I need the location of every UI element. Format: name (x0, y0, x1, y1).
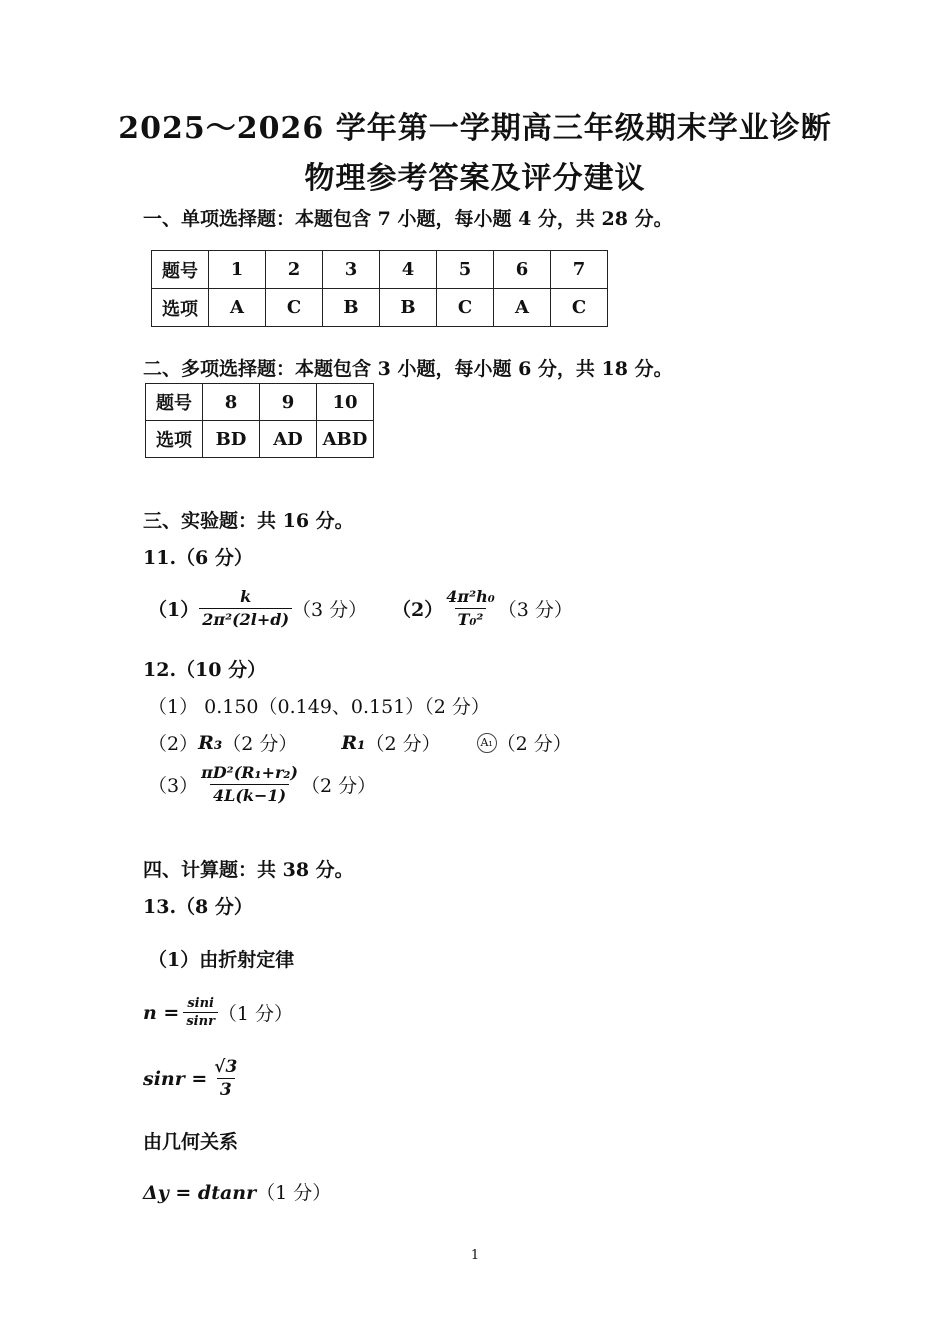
fraction-denominator: sinr (183, 1012, 218, 1030)
q13-equation2 (143, 1056, 240, 1101)
question-number: 3 (323, 251, 380, 289)
score: （3 分） (292, 599, 368, 621)
fraction-denominator: 4L(k−1) (210, 784, 289, 807)
fraction-numerator: 4π²h₀ (446, 587, 495, 606)
q13-step2: 由几何关系 (143, 1131, 239, 1153)
table-row-label: 题号 (152, 251, 209, 289)
fraction (199, 586, 292, 631)
fraction-numerator: k (240, 587, 252, 606)
resistor-r3: R₃ (198, 731, 223, 754)
question-number: 7 (551, 251, 608, 289)
section1-answer-table (151, 250, 608, 327)
part-label: （2） (148, 733, 199, 755)
question-number: 5 (437, 251, 494, 289)
section2-heading: 二、多项选择题：本题包含 3 小题，每小题 6 分，共 18 分。 (143, 358, 673, 380)
q13-step1: （1）由折射定律 (148, 949, 295, 971)
answer-cell: A (209, 289, 266, 327)
fraction-numerator: √3 (214, 1057, 238, 1077)
resistor-r1: R₁ (341, 731, 366, 754)
q12-part1: （1） 0.150（0.149、0.151）（2 分） (148, 696, 490, 718)
equation: Δy = dtanr (143, 1182, 257, 1204)
part-label: （2） (392, 599, 444, 621)
page-number: 1 (470, 1248, 480, 1263)
fraction-numerator: sini (187, 996, 214, 1011)
question-number: 1 (209, 251, 266, 289)
answer-cell: AD (260, 421, 317, 458)
score: （2 分） (300, 775, 377, 797)
answer-cell: B (323, 289, 380, 327)
score: （2 分） (222, 733, 298, 755)
answer-cell: ABD (317, 421, 374, 458)
answer-cell: C (551, 289, 608, 327)
part-label: （1） (148, 599, 200, 621)
ammeter-a1-icon: A₁ (477, 733, 497, 753)
fraction (183, 995, 218, 1030)
answer-cell: A (494, 289, 551, 327)
q11-part2 (392, 586, 573, 631)
question-number: 2 (266, 251, 323, 289)
score: （3 分） (497, 599, 573, 621)
section2-answer-table (145, 383, 374, 458)
q12-header: 12.（10 分） (143, 659, 267, 681)
answer-cell: B (380, 289, 437, 327)
score: （1 分） (256, 1182, 332, 1204)
q13-header: 13.（8 分） (143, 896, 253, 918)
fraction-denominator: 3 (217, 1078, 235, 1101)
fraction (198, 762, 301, 807)
q11-header: 11.（6 分） (143, 547, 253, 569)
fraction-denominator: 2π²(2l+d) (199, 608, 292, 631)
q13-equation3 (143, 1178, 331, 1205)
answer-cell: C (437, 289, 494, 327)
fraction-denominator: T₀² (455, 608, 487, 631)
table-row-label: 选项 (146, 421, 203, 458)
page-title: 2025～2026 学年第一学期高三年级期末学业诊断 (118, 111, 832, 146)
score: （2 分） (365, 733, 441, 755)
question-number: 6 (494, 251, 551, 289)
section4-heading: 四、计算题：共 38 分。 (143, 859, 354, 881)
score: （1 分） (217, 1003, 294, 1025)
equation-lhs: sinr = (143, 1067, 208, 1090)
answer-cell: C (266, 289, 323, 327)
table-row-label: 题号 (146, 384, 203, 421)
q13-equation1 (143, 995, 293, 1030)
fraction (211, 1056, 240, 1101)
fraction-numerator: πD²(R₁+r₂) (201, 763, 298, 782)
question-number: 4 (380, 251, 437, 289)
question-number: 10 (317, 384, 374, 421)
equation-lhs: n = (143, 1001, 180, 1024)
answer-cell: BD (203, 421, 260, 458)
question-number: 9 (260, 384, 317, 421)
fraction (443, 586, 498, 631)
q12-part2 (148, 729, 572, 756)
q11-part1 (148, 586, 367, 631)
question-number: 8 (203, 384, 260, 421)
part-label: （3） (148, 775, 199, 797)
score: （2 分） (496, 733, 572, 755)
section3-heading: 三、实验题：共 16 分。 (143, 510, 354, 532)
page-subtitle: 物理参考答案及评分建议 (304, 161, 646, 196)
section1-heading: 一、单项选择题：本题包含 7 小题，每小题 4 分，共 28 分。 (143, 208, 673, 230)
table-row-label: 选项 (152, 289, 209, 327)
q12-part3 (148, 762, 376, 807)
